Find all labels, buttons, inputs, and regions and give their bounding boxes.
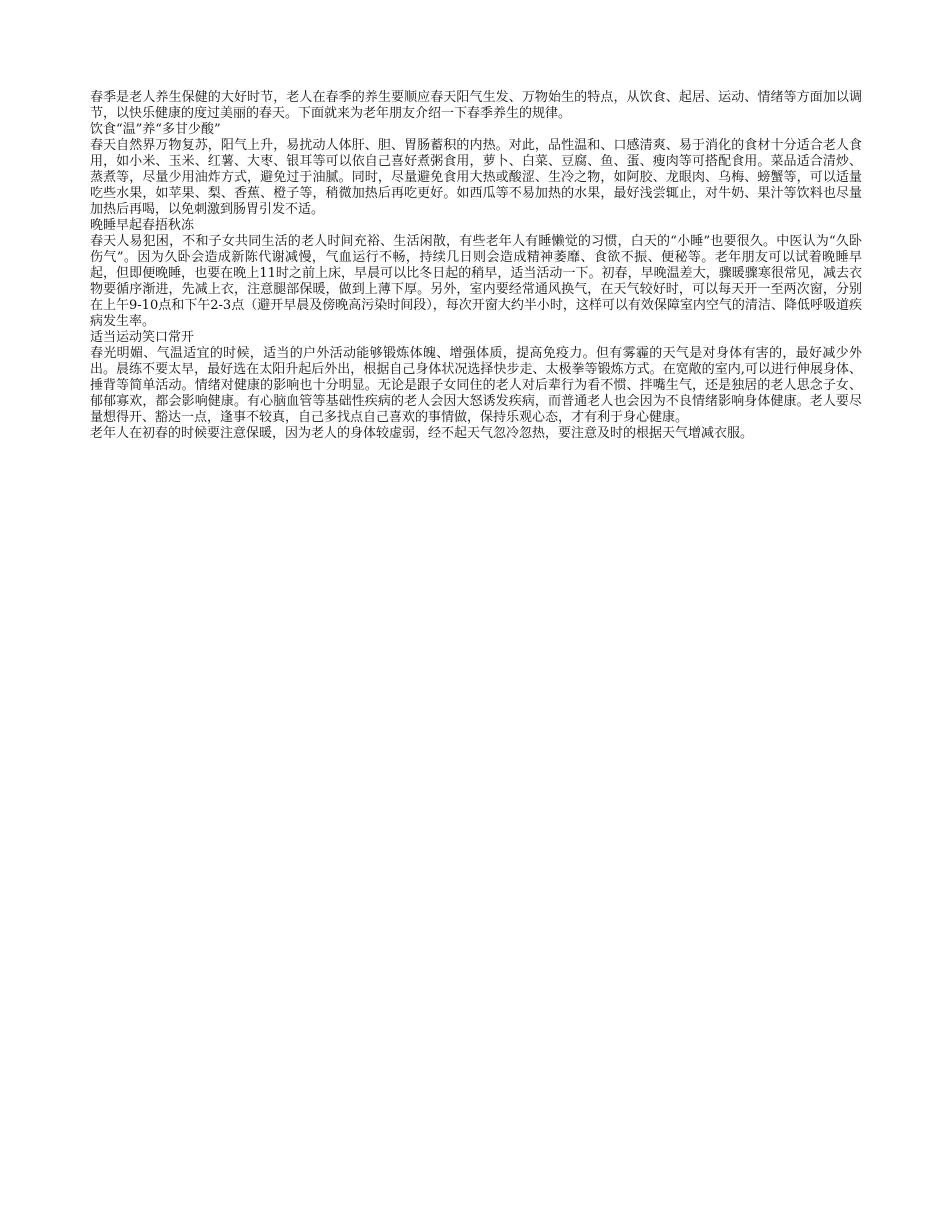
intro-paragraph: 春季是老人养生保健的大好时节，老人在春季的养生要顺应春天阳气生发、万物始生的特点，从饮食、起居、运动、情绪等方面加以调节，以快乐健康的度过美丽的春天。下面就来为老年朋友介绍一下春季养生的规律。 <box>90 90 862 121</box>
section-heading-exercise: 适当运动笑口常开 <box>90 330 195 345</box>
section-heading-diet: 饮食“温”养“多甘少酸” <box>90 122 221 137</box>
section-body-diet: 春天自然界万物复苏，阳气上升，易扰动人体肝、胆、胃肠蓄积的内热。对此，品性温和、口感清爽、易于消化的食材十分适合老人食用，如小米、玉米、红薯、大枣、银耳等可以依自己喜好煮粥食用，萝卜、白菜、豆腐、鱼、蛋、瘦肉等可搭配食用。菜品适合清炒、蒸煮等，尽量少用油炸方式，避免过于油腻。同时，尽量避免食用大热或酸涩、生冷之物，如阿胶、龙眼肉、乌梅、螃蟹等，可以适量吃些水果，如苹果、梨、香蕉、橙子等，稍微加热后再吃更好。如西瓜等不易加热的水果，最好浅尝辄止，对牛奶、果汁等饮料也尽量加热后再喝，以免刺激到肠胃引发不适。 <box>90 138 862 217</box>
section-body-exercise: 春光明媚、气温适宜的时候，适当的户外活动能够锻炼体魄、增强体质，提高免疫力。但有雾霾的天气是对身体有害的，最好减少外出。晨练不要太早，最好选在太阳升起后外出，根据自己身体状况选择快步走、太极拳等锻炼方式。在宽敞的室内,可以进行伸展身体、捶背等简单活动。情绪对健康的影响也十分明显。无论是跟子女同住的老人对后辈行为看不惯、拌嘴生气，还是独居的老人思念子女、郁郁寡欢，都会影响健康。有心脑血管等基础性疾病的老人会因大怒诱发疾病，而普通老人也会因为不良情绪影响身体健康。老人要尽量想得开、豁达一点，逢事不较真，自己多找点自己喜欢的事情做，保持乐观心态，才有利于身心健康。 <box>90 346 862 425</box>
section-heading-sleep: 晚睡早起春捂秋冻 <box>90 218 195 233</box>
section-body-sleep: 春天人易犯困，不和子女共同生活的老人时间充裕、生活闲散，有些老年人有睡懒觉的习惯，白天的“小睡”也要很久。中医认为“久卧伤气”。因为久卧会造成新陈代谢减慢，气血运行不畅，持续几日则会造成精神萎靡、食欲不振、便秘等。老年朋友可以试着晚睡早起，但即便晚睡，也要在晚上11时之前上床，早晨可以比冬日起的稍早，适当活动一下。初春，早晚温差大，骤暖骤寒很常见，减去衣物要循序渐进，先减上衣，注意腿部保暖，做到上薄下厚。另外，室内要经常通风换气，在天气较好时，可以每天开一至两次窗，分别在上午9-10点和下午2-3点（避开早晨及傍晚高污染时间段），每次开窗大约半小时，这样可以有效保障室内空气的清洁、降低呼吸道疾病发生率。 <box>90 234 862 329</box>
document-body <box>90 90 862 442</box>
closing-paragraph: 老年人在初春的时候要注意保暖，因为老人的身体较虚弱，经不起天气忽冷忽热，要注意及时的根据天气增减衣服。 <box>90 426 754 441</box>
